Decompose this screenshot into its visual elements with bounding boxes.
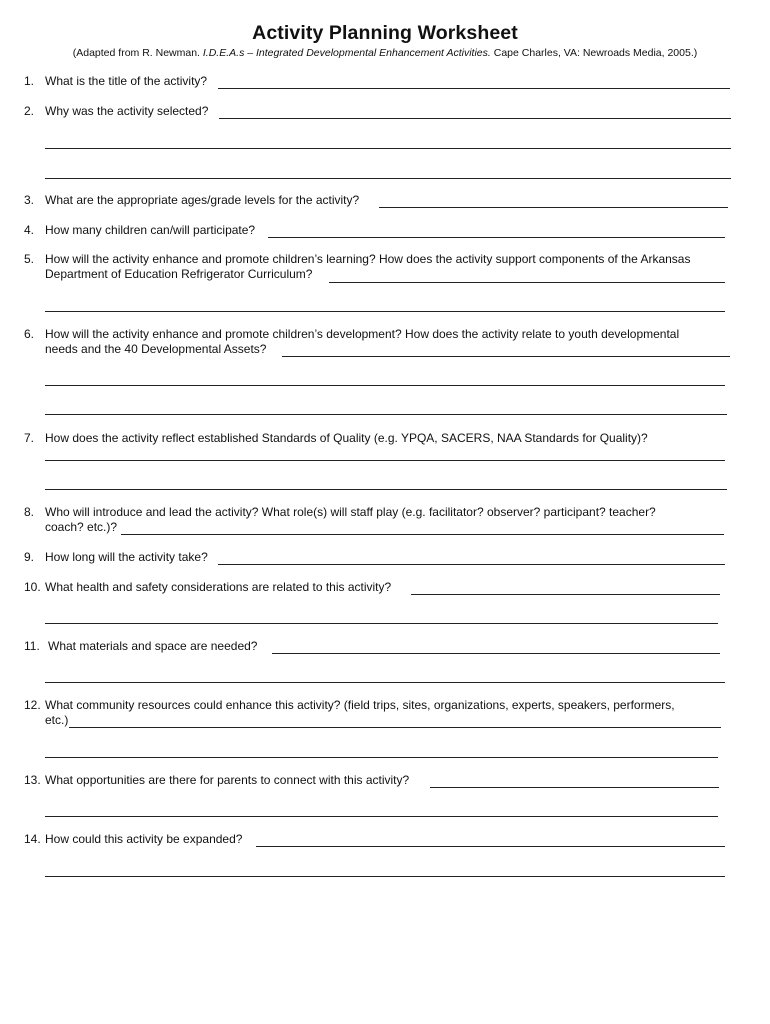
answer-line[interactable] <box>218 88 730 89</box>
question-text: Why was the activity selected? <box>45 104 209 118</box>
question-number: 3. <box>24 193 35 207</box>
answer-line[interactable] <box>121 534 724 535</box>
answer-line[interactable] <box>272 653 720 654</box>
question-text: What is the title of the activity? <box>45 74 208 88</box>
question-text: Who will introduce and lead the activity? What role(s) will staff play (e.g. facilitator? observer? participant? teacher? <box>45 505 656 519</box>
question-text-continued: etc.) <box>45 713 69 727</box>
question-number: 12. <box>24 698 41 712</box>
question-number: 4. <box>24 223 35 237</box>
answer-line[interactable] <box>282 356 730 357</box>
citation-book-title: I.D.E.A.s – Integrated Developmental Enhancement Activities. <box>202 47 491 59</box>
question-text: What materials and space are needed? <box>48 639 258 653</box>
question-number: 9. <box>24 550 35 564</box>
question-number: 11. <box>24 639 40 653</box>
question-number: 14. <box>24 832 41 846</box>
question-text-continued: coach? etc.)? <box>45 520 118 534</box>
answer-line[interactable] <box>329 282 725 283</box>
question-text: How many children can/will participate? <box>45 223 256 237</box>
answer-line[interactable] <box>268 237 725 238</box>
question-number: 5. <box>24 252 35 266</box>
question-text-continued: needs and the 40 Developmental Assets? <box>45 342 267 356</box>
answer-line[interactable] <box>45 623 718 624</box>
question-number: 13. <box>24 773 41 787</box>
answer-line[interactable] <box>45 816 718 817</box>
answer-line[interactable] <box>45 311 725 312</box>
answer-line[interactable] <box>379 207 728 208</box>
question-number: 10. <box>24 580 41 594</box>
answer-line[interactable] <box>45 757 718 758</box>
answer-line[interactable] <box>45 460 725 461</box>
citation <box>0 47 770 59</box>
question-number: 7. <box>24 431 35 445</box>
answer-line[interactable] <box>45 414 727 415</box>
question-text: What community resources could enhance this activity? (field trips, sites, organizations, experts, speakers, performers, <box>45 698 675 712</box>
answer-line[interactable] <box>45 876 725 877</box>
question-text: How long will the activity take? <box>45 550 208 564</box>
question-number: 1. <box>24 74 35 88</box>
answer-line[interactable] <box>45 178 731 179</box>
question-text: What are the appropriate ages/grade levels for the activity? <box>45 193 360 207</box>
answer-line[interactable] <box>45 148 731 149</box>
citation-prefix: (Adapted from R. Newman. <box>72 47 200 59</box>
question-text: How does the activity reflect established Standards of Quality (e.g. YPQA, SACERS, NAA Standards for Quality)? <box>45 431 648 445</box>
answer-line[interactable] <box>256 846 725 847</box>
answer-line[interactable] <box>69 727 721 728</box>
answer-line[interactable] <box>430 787 719 788</box>
answer-line[interactable] <box>411 594 720 595</box>
question-text: What opportunities are there for parents to connect with this activity? <box>45 773 410 787</box>
question-text: How will the activity enhance and promote children’s development? How does the activity relate to youth developmental <box>45 327 680 341</box>
answer-line[interactable] <box>45 385 725 386</box>
citation-suffix: Cape Charles, VA: Newroads Media, 2005.) <box>493 47 698 59</box>
question-text-continued: Department of Education Refrigerator Curriculum? <box>45 267 313 281</box>
question-number: 6. <box>24 327 35 341</box>
answer-line[interactable] <box>219 118 731 119</box>
question-text: How will the activity enhance and promote children’s learning? How does the activity support components of the Arkansas <box>45 252 691 266</box>
answer-line[interactable] <box>45 682 725 683</box>
question-text: How could this activity be expanded? <box>45 832 243 846</box>
question-number: 2. <box>24 104 35 118</box>
question-text: What health and safety considerations are related to this activity? <box>45 580 392 594</box>
answer-line[interactable] <box>218 564 725 565</box>
question-number: 8. <box>24 505 35 519</box>
answer-line[interactable] <box>45 489 727 490</box>
worksheet-title: Activity Planning Worksheet <box>252 22 518 44</box>
